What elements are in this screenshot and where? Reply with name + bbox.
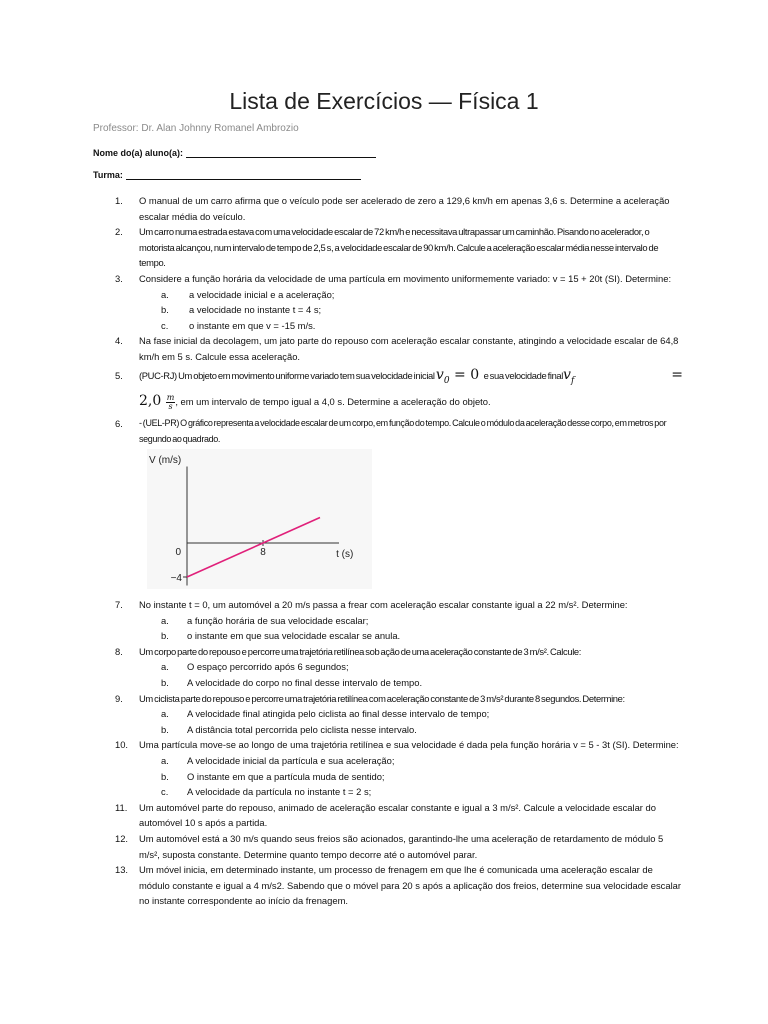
math-eq0: = 0 xyxy=(449,366,484,383)
sub-item-text: o instante em que sua velocidade escalar se anula. xyxy=(187,630,401,642)
page-title: Lista de Exercícios — Física 1 xyxy=(229,88,539,114)
math-eqf: = xyxy=(671,366,683,383)
exercise-item xyxy=(93,193,683,224)
sub-item xyxy=(93,769,683,785)
exercise-item xyxy=(93,737,683,799)
class-field xyxy=(93,170,361,180)
math-unit-fraction xyxy=(166,394,176,411)
exercise-text: Um automóvel está a 30 m/s quando seus freios são acionados, garantindo-lhe uma aceleração de retardamento de módulo 5 m/s², suposta constante. Determine quanto tempo decorre até o automóvel parar. xyxy=(139,833,664,860)
exercise-text: Uma partícula move-se ao longo de uma trajetória retilínea e sua velocidade é dada pela função horária v = 5 - 3t (SI). Determine: xyxy=(139,739,679,751)
exercise-item xyxy=(93,271,683,333)
math-v0: $v_0$ xyxy=(435,366,450,386)
sub-item-letter: c. xyxy=(161,319,169,331)
sub-item xyxy=(93,287,683,303)
exercise-item xyxy=(93,800,683,831)
sub-item-text: a função horária de sua velocidade escalar; xyxy=(187,614,369,626)
exercise-number: 1. xyxy=(115,195,123,206)
exercise-number: 3. xyxy=(115,272,123,284)
sub-item-letter: c. xyxy=(161,786,169,798)
x-tick-label: 0 xyxy=(175,547,181,559)
graph-svg xyxy=(147,449,372,589)
sub-item xyxy=(93,722,683,738)
sub-item-letter: a. xyxy=(161,614,169,626)
exercise-item xyxy=(93,224,683,271)
exercise-number: 12. xyxy=(115,833,129,845)
sub-item-text: a velocidade inicial e a aceleração; xyxy=(189,288,335,300)
exercise-text: Um móvel inicia, em determinado instante, um processo de frenagem em que lhe é comunicada uma aceleração escalar de módulo constante e igual a 4 m/s2. Sabendo que o móvel para 20 s após a aplicação dos freios, determine sua velocidade escalar no instante correspondente ao início da frenagem. xyxy=(139,864,682,907)
sub-item-text: a velocidade no instante t = 4 s; xyxy=(189,304,322,316)
exercise-number: 7. xyxy=(115,599,123,611)
sub-item xyxy=(93,613,683,629)
student-name-blank[interactable] xyxy=(186,148,376,158)
sub-item-letter: a. xyxy=(161,755,169,767)
exercise-number: 11. xyxy=(115,801,128,813)
exercise-item xyxy=(93,862,683,909)
exercise-text: O manual de um carro afirma que o veículo pode ser acelerado de zero a 129,6 km/h em apenas 3,6 s. Determine a aceleração escalar média do veículo. xyxy=(139,195,670,222)
exercise-text: Considere a função horária da velocidade de uma partícula em movimento uniformemente variado: v = 15 + 20t (SI). Determine: xyxy=(139,272,672,284)
sub-item-letter: a. xyxy=(161,661,169,673)
sub-item-text: O espaço percorrido após 6 segundos; xyxy=(187,661,349,673)
exercise-item xyxy=(93,831,683,862)
exercise-text xyxy=(139,366,683,411)
exercise-item xyxy=(93,597,683,644)
exercise-text-mid: e sua velocidade final xyxy=(483,369,564,381)
sub-item xyxy=(93,302,683,318)
sub-item xyxy=(93,318,683,334)
sub-item-letter: a. xyxy=(161,708,169,720)
exercise-item xyxy=(93,333,683,364)
exercise-text: Na fase inicial da decolagem, um jato parte do repouso com aceleração escalar constante, atingindo a velocidade escalar de 64,8 km/h em 5 s. Calcule essa aceleração. xyxy=(139,335,679,362)
velocity-time-graph xyxy=(147,449,372,589)
student-name-label: Nome do(a) aluno(a): xyxy=(93,148,183,158)
sub-item-letter: b. xyxy=(161,770,169,782)
exercise-text-post: , em um intervalo de tempo igual a 4,0 s. Determine a aceleração do objeto. xyxy=(175,395,491,407)
sub-item-letter: a. xyxy=(161,288,169,300)
exercise-item xyxy=(93,368,683,413)
sub-item xyxy=(93,675,683,691)
math-unit-den: s xyxy=(168,401,173,411)
class-label: Turma: xyxy=(93,170,123,180)
math-v0-sub: 0 xyxy=(443,375,450,386)
sub-item xyxy=(93,628,683,644)
sub-item xyxy=(93,706,683,722)
exercise-number: 5. xyxy=(115,369,123,381)
x-axis-label: t (s) xyxy=(336,549,354,561)
sub-item-letter: b. xyxy=(161,304,169,316)
math-value: 2,0 xyxy=(139,392,166,409)
exercise-text: Um carro numa estrada estava com uma velocidade escalar de 72 km/h e necessitava ultrapassar um caminhão. Pisando no acelerador, o motorista alcançou, num intervalo de tempo de 2,5 s, a velocidade escalar de 90 km/h. Calcule a aceleração escalar média nesse intervalo de tempo. xyxy=(139,226,659,269)
exercise-number: 6. xyxy=(115,417,123,429)
sub-item-text: A velocidade inicial da partícula e sua aceleração; xyxy=(187,755,395,767)
class-blank[interactable] xyxy=(126,170,361,180)
sub-item-text: A distância total percorrida pelo ciclista nesse intervalo. xyxy=(187,723,417,735)
sub-item xyxy=(93,659,683,675)
sub-item xyxy=(93,784,683,800)
exercise-number: 9. xyxy=(115,692,123,704)
exercise-list xyxy=(93,193,683,909)
exercise-text: Um automóvel parte do repouso, animado de aceleração escalar constante e igual a 3 m/s². Calcule a velocidade escalar do automóvel 10 s após a partida. xyxy=(139,801,656,829)
sub-item-text: o instante em que v = -15 m/s. xyxy=(189,319,316,331)
exercise-number: 8. xyxy=(115,645,123,657)
sub-item-letter: b. xyxy=(161,677,169,689)
sub-item-letter: b. xyxy=(161,723,169,735)
sub-item-text: A velocidade do corpo no final desse intervalo de tempo. xyxy=(187,677,423,689)
x-tick-label: 8 xyxy=(260,547,266,559)
exercise-number: 10. xyxy=(115,739,129,751)
professor-line: Professor: Dr. Alan Johnny Romanel Ambrozio xyxy=(93,123,299,134)
exercise-item xyxy=(93,644,683,691)
exercise-text: Um ciclista parte do repouso e percorre uma trajetória retilínea com aceleração constante de 3 m/s² durante 8 segundos. Determine: xyxy=(139,692,625,704)
exercise-item xyxy=(93,691,683,738)
math-unit-num: m xyxy=(166,392,175,402)
y-tick-label: −4 xyxy=(170,573,182,585)
sub-item-text: A velocidade final atingida pelo ciclista ao final desse intervalo de tempo; xyxy=(187,708,490,720)
exercise-number: 13. xyxy=(115,864,129,876)
exercise-text: Um corpo parte do repouso e percorre uma trajetória retilínea sob ação de uma aceleração constante de 3 m/s². Calcule: xyxy=(139,645,582,657)
exercise-text-pre: (PUC-RJ) Um objeto em movimento uniforme variado tem sua velocidade inicial xyxy=(139,369,436,381)
exercise-text: - (UEL-PR) O gráfico representa a velocidade escalar de um corpo, em função do tempo. Calcule o módulo da aceleração desse corpo, em metros por segundo ao quadrado. xyxy=(139,417,667,444)
exercise-text: No instante t = 0, um automóvel a 20 m/s passa a frear com aceleração escalar constante igual a 22 m/s². Determine: xyxy=(139,599,628,611)
sub-item-letter: b. xyxy=(161,630,169,642)
math-vf: $v_f$ xyxy=(563,366,575,386)
math-vf-sub: f xyxy=(570,375,575,386)
sub-item-text: O instante em que a partícula muda de sentido; xyxy=(187,770,385,782)
y-axis-label: V (m/s) xyxy=(149,455,182,467)
sub-item-text: A velocidade da partícula no instante t = 2 s; xyxy=(187,786,372,798)
exercise-item xyxy=(93,416,683,589)
student-name-field xyxy=(93,148,376,158)
graph-background xyxy=(147,449,372,589)
exercise-number: 4. xyxy=(115,335,123,347)
exercise-number: 2. xyxy=(115,226,123,238)
sub-item xyxy=(93,753,683,769)
